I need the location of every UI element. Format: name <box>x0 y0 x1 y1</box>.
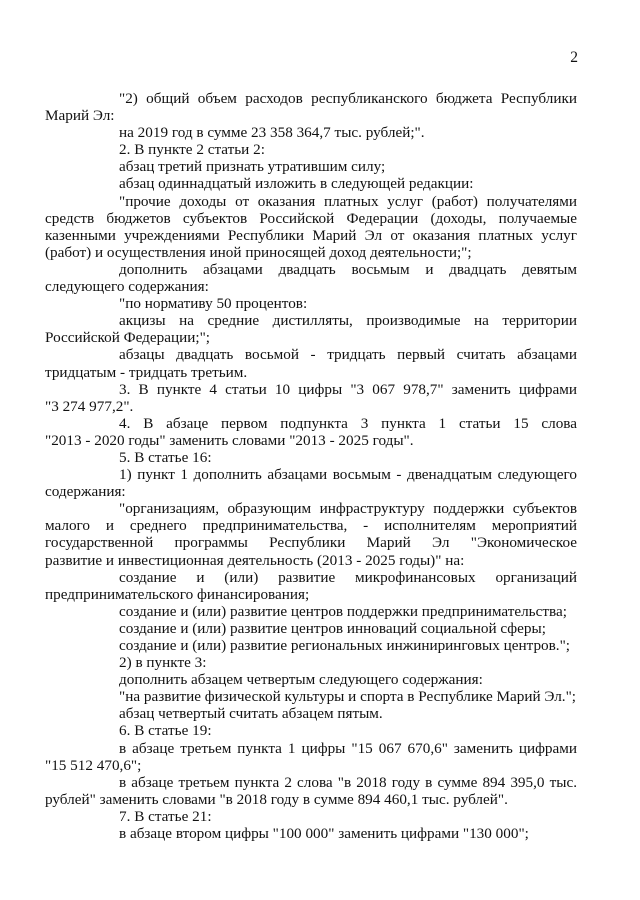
text-line: "организациям, образующим инфраструктуру поддержки субъектов <box>119 500 577 518</box>
text-line: "2013 - 2020 годы" заменить словами "2013 - 2025 годы". <box>45 431 414 449</box>
text-line: на 2019 год в сумме 23 358 364,7 тыс. рублей;". <box>119 124 425 142</box>
paragraph <box>45 312 577 347</box>
text-line: содержания: <box>45 483 126 501</box>
paragraph <box>82 124 577 141</box>
text-line: "3 274 977,2". <box>45 397 134 415</box>
paragraph <box>82 825 577 842</box>
paragraph <box>45 346 577 381</box>
document-body <box>45 90 577 843</box>
text-line: абзац третий признать утратившим силу; <box>119 158 386 176</box>
paragraph <box>82 722 577 739</box>
text-line: средств бюджетов субъектов Российской Федерации (доходы, получаемые <box>45 209 577 227</box>
paragraph <box>82 808 577 825</box>
paragraph <box>82 671 577 688</box>
paragraph <box>45 260 577 296</box>
text-line: 5. В статье 16: <box>119 448 212 466</box>
text-line: в абзаце третьем пункта 1 цифры "15 067 670,6" заменить цифрами <box>119 739 577 757</box>
paragraph <box>82 295 577 312</box>
text-line: тридцатым - тридцать третьим. <box>45 363 248 381</box>
text-line: "по нормативу 50 процентов: <box>119 295 308 313</box>
text-line: казенными учреждениями Республики Марий Эл от оказания платных услуг <box>45 226 577 244</box>
text-line: создание и (или) развитие микрофинансовых организаций <box>119 568 577 586</box>
paragraph <box>45 466 577 501</box>
text-line: Марий Эл: <box>45 107 115 125</box>
text-line: предпринимательского финансирования; <box>45 585 310 603</box>
text-line: дополнить абзацем четвертым следующего содержания: <box>119 671 483 689</box>
text-line: Российской Федерации;"; <box>45 329 211 347</box>
paragraph <box>82 141 577 158</box>
text-line: абзацы двадцать восьмой - тридцать первый считать абзацами <box>119 346 577 364</box>
text-line: развитие и инвестиционная деятельность (2013 - 2025 годы)" на: <box>45 551 465 569</box>
text-line: "2) общий объем расходов республиканского бюджета Республики <box>119 90 577 107</box>
text-line: 1) пункт 1 дополнить абзацами восьмым - двенадцатым следующего <box>119 466 577 484</box>
text-line: акцизы на средние дистилляты, производимые на территории <box>119 312 577 330</box>
text-line: "прочие доходы от оказания платных услуг (работ) получателями <box>119 192 577 210</box>
paragraph <box>82 175 577 192</box>
paragraph <box>45 500 577 569</box>
paragraph <box>45 380 577 415</box>
text-line: в абзаце третьем пункта 2 слова "в 2018 году в сумме 894 395,0 тыс. <box>119 773 577 791</box>
text-line: "15 512 470,6"; <box>45 756 142 774</box>
text-line: 2) в пункте 3: <box>119 654 207 672</box>
text-line: в абзаце втором цифры "100 000" заменить цифрами "130 000"; <box>119 825 529 843</box>
paragraph <box>82 449 577 466</box>
text-line: (работ) и осуществления иной приносящей доход деятельности;"; <box>45 243 472 261</box>
text-line: 7. В статье 21: <box>119 807 212 825</box>
paragraph <box>82 620 577 637</box>
text-line: 4. В абзаце первом подпункта 3 пункта 1 статьи 15 слова <box>119 414 577 432</box>
text-line: рублей" заменить словами "в 2018 году в сумме 894 460,1 тыс. рублей". <box>45 790 508 808</box>
text-line: малого и среднего предпринимательства, - исполнителям мероприятий <box>45 517 577 535</box>
text-line: 6. В статье 19: <box>119 722 212 740</box>
text-line: 2. В пункте 2 статьи 2: <box>119 141 265 159</box>
paragraph <box>82 158 577 175</box>
paragraph <box>82 688 577 705</box>
paragraph <box>45 414 577 449</box>
paragraph <box>45 90 577 125</box>
paragraph <box>82 705 577 722</box>
paragraph <box>82 603 577 620</box>
text-line: абзац четвертый считать абзацем пятым. <box>119 705 383 723</box>
text-line: создание и (или) развитие центров поддержки предпринимательства; <box>119 602 567 620</box>
text-line: следующего содержания: <box>45 278 209 296</box>
text-line: создание и (или) развитие региональных инжиниринговых центров."; <box>119 637 571 654</box>
text-line: государственной программы Республики Марий Эл "Экономическое <box>45 534 577 552</box>
text-line: "на развитие физической культуры и спорта в Республике Марий Эл."; <box>119 688 577 706</box>
paragraph <box>82 654 577 671</box>
text-line: создание и (или) развитие центров инноваций социальной сферы; <box>119 619 546 637</box>
paragraph <box>45 739 577 774</box>
paragraph <box>45 568 577 603</box>
paragraph <box>45 773 577 808</box>
paragraph <box>82 637 577 654</box>
text-line: дополнить абзацами двадцать восьмым и двадцать девятым <box>119 260 577 278</box>
paragraph <box>45 192 577 261</box>
page-number: 2 <box>570 49 578 66</box>
text-line: 3. В пункте 4 статьи 10 цифры "3 067 978,7" заменить цифрами <box>119 380 577 398</box>
text-line: абзац одиннадцатый изложить в следующей редакции: <box>119 175 474 193</box>
